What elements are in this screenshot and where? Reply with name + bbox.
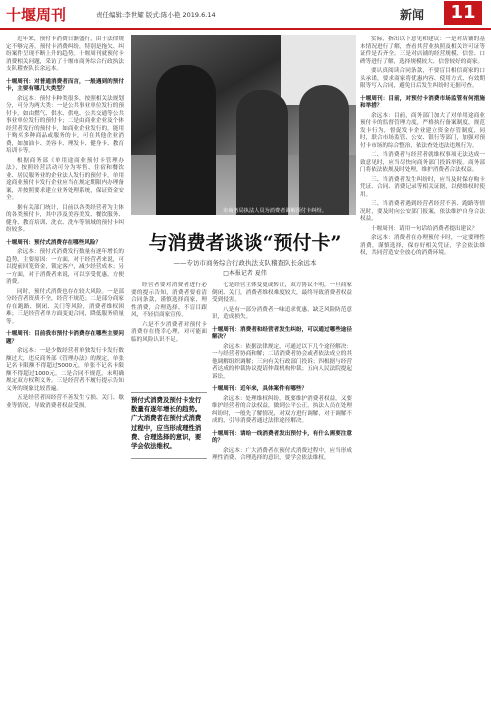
paragraph: 十堰周刊：请用一句话给消费者提出建议？ <box>371 225 478 232</box>
pull-quote: 预付式消费及预付卡发行数量有逐年增长的趋势。广大消费者在预付式消费过程中，应当形成理性消费、合理选择的意识，要学会依法维权。 <box>131 392 207 459</box>
paragraph: 要认真阅读合同条款，不要盲目相信商家的口头承诺，要求商家将优惠内容、使用方式、有效期限等写入合同，避免日后发生纠纷时无据可查。 <box>360 68 485 89</box>
page-number: 11 <box>444 1 482 25</box>
article-title: 与消费者谈谈“预付卡” <box>148 232 342 254</box>
paragraph: 近年来，预付卡消费日渐盛行，由于法律规定不够完善，预付卡消费纠纷，特别是拖欠、纠纷案件呈现不断上升的趋势。十堰周刊就预付卡消费相关问题，采访了十堰市商务综合行政执法支队稽查队长余远本。 <box>6 36 124 72</box>
page-header <box>0 0 491 30</box>
paragraph: 余远本：依据法律规定，可通过以下几个途径解决：一与经营者协商和解；二请消费者协会或者依法成立的其他调解组织调解；三向有关行政部门投诉；四根据与经营者达成的仲裁协议提请仲裁机构仲裁；五向人民法院提起诉讼。 <box>212 343 352 380</box>
paragraph: 余远本：一是少数经营者单独发行卡发行数额过大，违反商务部《管理办法》的规定，单张记名卡限额不得超过5000元，单张不记名卡限额不得超过1000元。二是合同不规范，未明确规定双方权利义务。三是经营者不履行提示告知义务的现象比较普遍。 <box>6 348 124 392</box>
paragraph: 经营者要对消费者进行必要的提示告知，消费者要看清合同条款，谨慎选择商家，理性消费，合理选择、不盲目跟风，不轻信商家宣传。 <box>131 282 207 318</box>
paragraph: 根据商务部《单用途商业预付卡管理办法》，按照经营活动可分为零售、住宿和餐饮业、居民服务业的企业法人发行的预付卡，单用途商业预付卡发行企业应当在规定期限内办理备案，并按照要求建立业务处理系统，保证资金安全。 <box>6 157 124 201</box>
interview-question: 十堰周刊：目前我市预付卡消费存在哪些主要问题？ <box>6 331 124 345</box>
paragraph: 三、当消费者发生纠纷时，应当及时保存购卡凭证、合同、消费记录等相关证据，以便维权时使用。 <box>360 176 485 198</box>
text-column-right <box>360 36 485 700</box>
interview-question: 十堰周刊：近年来，具体案件有哪些？ <box>212 386 308 392</box>
text-column-middle-top <box>131 282 207 386</box>
editor-info: 责任编辑:李世耀 版式:陈小艳 2019.6.14 <box>96 11 216 19</box>
paragraph: 八是有一部分消费者一味追求优惠，缺乏风险防范意识，造成损失。 <box>212 306 352 320</box>
photo-caption: 市商务局执法人员为消费者调解预付卡纠纷。 <box>223 208 327 214</box>
interview-question: 十堰周刊：请给一线消费者发出预付卡，有什么需要注意的？ <box>212 430 352 444</box>
paragraph: 三、当消费者遇到经营者经营不善、跑路等情况时，要及时向公安部门报案，依法维护自身合法权益。 <box>360 201 485 222</box>
paragraph: 实际，指出以下意见和建议：一是对店铺的基本情况进行了解，查看其营业执照及相关许可证等证件是否齐全。三是对店铺的经营规模、信誉、口碑等进行了解，选择规模较大、信誉较好的商家。 <box>360 36 485 65</box>
paragraph: 余远本：预付卡种类很多，按照相关法规划分，可分为两大类：一是公共事业单位发行的预付卡，如由燃气、供水、供电、公共交通等公共事业单位发行的预付卡；二是由商业企业及个体经营者发行的预付卡，如商业企业发行的，能用于购买多种商品或服务的卡，可在其他企业消费，如加油卡、美容卡、理发卡、健身卡、教育培训卡等。 <box>6 95 124 154</box>
interview-question: 十堰周刊：消费者和经营者发生纠纷，可以通过哪些途径解决？ <box>212 326 352 340</box>
interview-question: 十堰周刊：目前，对预付卡消费市场监管有何措施和举措？ <box>360 95 485 109</box>
paragraph: 余远本：处理维权纠纷，既要维护消费者权益，又要维护经营者的合法权益，做到公平公正。执法人员在处理纠纷时，一般先了解情况，对双方进行调解，对于调解不成的，引导消费者通过法律途径解决。 <box>212 395 352 424</box>
interview-question: 十堰周刊：对普通消费者而言，一般遇到的预付卡，主要有哪几大类型？ <box>6 78 124 92</box>
paragraph: 七是经营主体变更或转让，双方协议不明，一旦商家倒闭、关门，消费者维权难度较大，最终导致消费者权益受到侵害。 <box>212 282 352 303</box>
article-author: □本报记者 夏伟 <box>223 270 267 277</box>
paragraph: 余远本：目前，商务部门加大了对单用途商业预付卡的监督管理力度，严格执行备案制度，规范发卡行为，督促发卡企业建立资金存管制度，同时，联合市场监管、公安、银行等部门，加强对预付卡市场的综合整治，依法查处违法违规行为。 <box>360 112 485 149</box>
text-column-left <box>6 36 124 700</box>
paragraph: 余远本：消费者在办理预付卡时，一定要理性消费，谨慎选择，保存好相关凭证，学会依法维权，共同营造安全放心的消费环境。 <box>360 235 485 256</box>
paragraph: 余远本：广大消费者在预付式消费过程中，应当形成理性消费、合理选择的意识，要学会依法维权。 <box>212 447 352 461</box>
article-subtitle: ——专访市商务综合行政执法支队稽查队长余远本 <box>173 259 317 267</box>
paragraph: 六是不少消费者对预付卡消费存在侥幸心理，对可能面临的风险认识不足。 <box>131 321 207 343</box>
paragraph: 同时，预付式消费也存在较大风险。一是部分经营者资质不全，经营不规范；二是部分商家存在跑路、倒闭、关门等风险，消费者维权困难；三是经营者单方面变更合同，降低服务质量等。 <box>6 288 124 325</box>
text-column-middle <box>212 282 352 700</box>
paragraph: 二、当消费者与经营者就维权事项无法达成一致意见时，应当尽快向商务部门投诉举报。商务部门将依法依规及时处理，维护消费者合法权益。 <box>360 152 485 173</box>
interview-question: 十堰周刊：预付式消费存在哪些风险？ <box>6 239 102 246</box>
newspaper-logo: 十堰周刊 <box>6 6 67 24</box>
paragraph: 五是经营者因经营不善发生亏损、关门、歇业等情况，导致消费者权益受损。 <box>6 395 124 409</box>
paragraph: 余远本：预付式消费发行数量有逐年增长的趋势。主要原因：一方面，对于经营者来说，可以提前回笼资金，锁定客户，减少经营成本；另一方面，对于消费者来说，可以享受优惠，方便消费。 <box>6 249 124 285</box>
news-photo <box>131 35 356 215</box>
section-name: 新闻 <box>400 8 425 22</box>
paragraph: 据有关部门统计，目前以各类经营者为主体的各类预付卡，其中涉及美容美发、餐饮服务、健身、教育培训、洗衣、洗车等领域的预付卡纠纷较多。 <box>6 204 124 233</box>
